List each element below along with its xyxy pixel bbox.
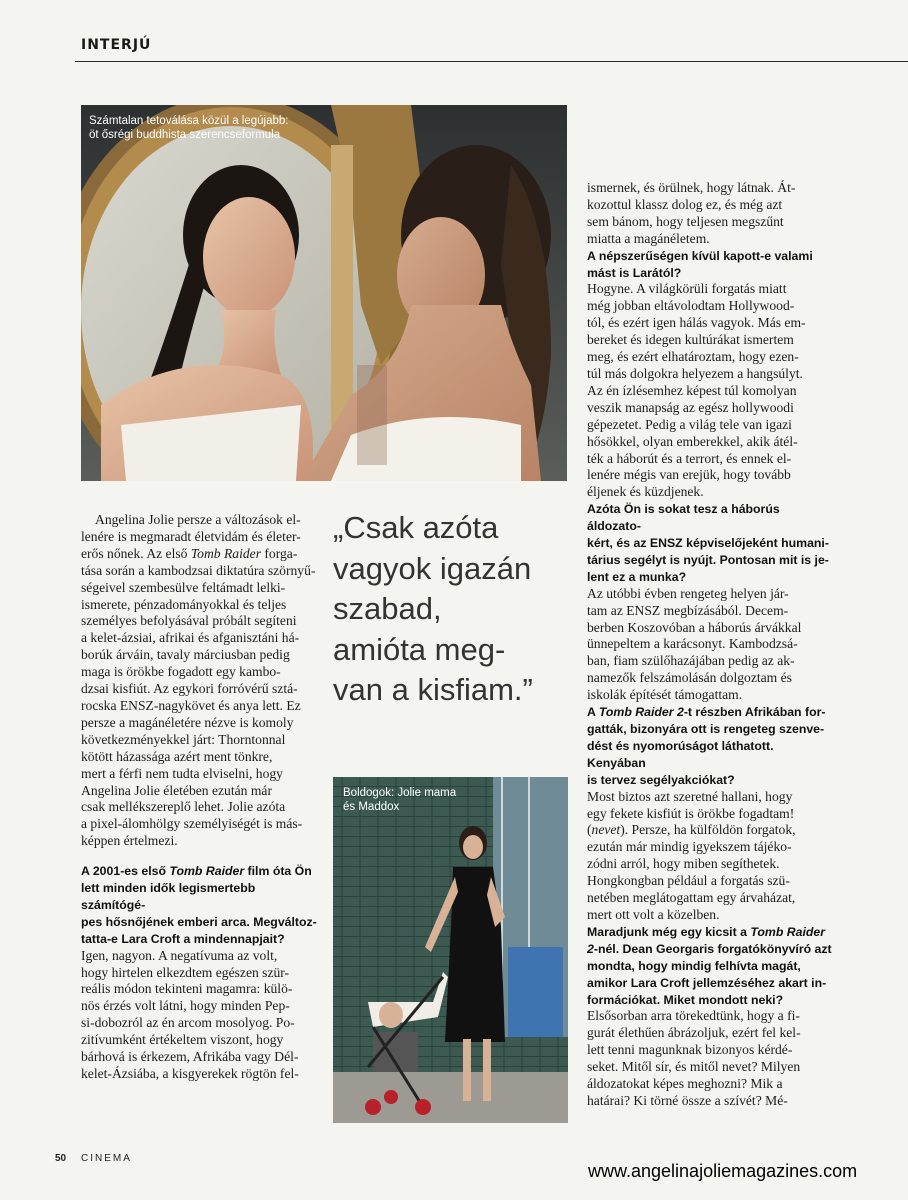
- watermark: www.angelinajoliemagazines.com: [588, 1161, 858, 1181]
- bottom-photo-caption: Boldogok: Jolie mama és Maddox: [343, 787, 457, 813]
- question-5: Maradjunk még egy kicsit a Tomb Raider 2-nél. Dean Georgaris forgatókönyvíró azt mondta, hogy mindig felhívta magát, amikor Lara Croft jellemzéséhez akart in- formációkat. Miket mondott neki?: [587, 924, 832, 1007]
- question-4: A Tomb Raider 2-t részben Afrikában for- gatták, bizonyára ott is rengeteg szenve- dést és nyomorúságot láthatott. Kenyában is tervez segélyakciókat?: [587, 705, 826, 787]
- bottom-photo: [333, 777, 568, 1123]
- top-photo-caption: Számtalan tetoválása közül a legújabb: öt ősrégi buddhista szerencseformula: [89, 115, 289, 141]
- article-column-3: [587, 180, 832, 1110]
- answer-4: Most biztos azt szeretné hallani, hogy egy fekete kisfiút is örökbe fogadtam! (nevet). Persze, ha külföldön forgatok, ezután már mindig igyekszem tájéko- zódni arról, hogy miben segíthetek. Hongkongban például a forgatás szü- netében meglátogattam egy árvaházat, mert ott volt a közelben.: [587, 788, 796, 922]
- pull-quote: „Csak azóta vagyok igazán szabad, amióta meg- van a kisfiam.”: [333, 510, 533, 708]
- answer-1-continued: ismernek, és örülnek, hogy látnak. Át- kozottul klassz dolog ez, és még azt sem bánom, hogy teljesen megszűnt miatta a magánéletem.: [587, 180, 796, 246]
- answer-3: Az utóbbi évben rengeteg helyen jár- tam az ENSZ megbízásából. Decem- berben Koszovóban a háborús árvákkal ünnepeltem a karácsonyt. Kambodzsá- ban, fiam szülőhazájában pedig az ak- namezők felszámolásán dolgoztam és iskolák építését támogattam.: [587, 585, 802, 703]
- answer-5: Elsősorban arra törekedtünk, hogy a fi- gurát élethűen ábrázoljuk, ezért fel kel- lett tenni magunknak bizonyos kérdé- seket. Mitől sír, és mitől nevet? Milyen áldozatokat képes meghozni? Mik a határai? Ki törné össze a szívét? Mé-: [587, 1008, 801, 1108]
- question-2: A népszerűségen kívül kapott-e valami mást is Larától?: [587, 248, 813, 280]
- page-number: 50: [55, 1153, 67, 1164]
- magazine-name: CINEMA: [81, 1153, 132, 1164]
- section-label: INTERJÚ: [81, 37, 152, 53]
- question-3: Azóta Ön is sokat tesz a háborús áldozato- kért, és az ENSZ képviselőjeként humani- tárius segélyt is nyújt. Pontosan mit is je- lent ez a munka?: [587, 502, 829, 584]
- intro-paragraph: Angelina Jolie persze a változások el- lenére is megmaradt életvidám és életer- erős nőnek. Az első Tomb Raider forga- tása során a kambodzsai diktatúra szörnyű- ségeivel szembesülve feltámadt lelki- ismerete, pénzadományokkal és teljes személyes befolyásával próbált segíteni a kelet-ázsiai, afrikai és afganisztáni há- borúk árváin, tavaly márciusban pedig maga is örökbe fogadott egy kambo- dzsai kisfiút. Az egykori forróvérű sztá- rocska ENSZ-nagykövet és anya lett. Ez persze a magánéletére nézve is komoly következményekkel járt: Thorntonnal kötött házassága azért ment tönkre, mert a férfi nem tudta elviselni, hogy Angelina Jolie életében ezután már csak mellékszereplő lehet. Jolie azóta a pixel-álomhölgy személyiségét is más- képpen értelmezi.: [81, 512, 316, 849]
- answer-2: Hogyne. A világkörüli forgatás miatt még jobban eltávolodtam Hollywood- tól, és ezért igen hálás vagyok. Más em- bereket és idegen kultúrákat ismertem meg, és ezért elhatároztam, hogy ezen- túl más dolgokra helyezem a hangsúlyt. Az én ízlésemhez képest túl komolyan veszik manapság az egész hollywoodi gépezetet. Pedig a világ tele van igazi hősökkel, olyan emberekkel, akik átél- ték a háborút és a terrort, és ennek el- lenére mégis van erejük, hogy tovább éljenek és küzdjenek.: [587, 281, 806, 500]
- question-1: A 2001-es első Tomb Raider film óta Ön lett minden idők legismertebb számítógé- pes hősnőjének emberi arca. Megváltoz- tatta-e Lara Croft a mindennapjait?: [81, 864, 317, 946]
- header-rule: [75, 61, 908, 62]
- article-column-1: [81, 512, 317, 1083]
- top-photo: [81, 105, 567, 481]
- answer-1: Igen, nagyon. A negatívuma az volt, hogy hirtelen elkezdtem egészen szür- reális módon tekinteni magamra: külö- nös érzés volt látni, hogy minden Pep- si-dobozról az én arcom mosolyog. Po- zitívumként értékeltem viszont, hogy bárhová is érkezem, Afrikába vagy Dél- kelet-Ázsiába, a kisgyerekek rögtön fel-: [81, 947, 299, 1081]
